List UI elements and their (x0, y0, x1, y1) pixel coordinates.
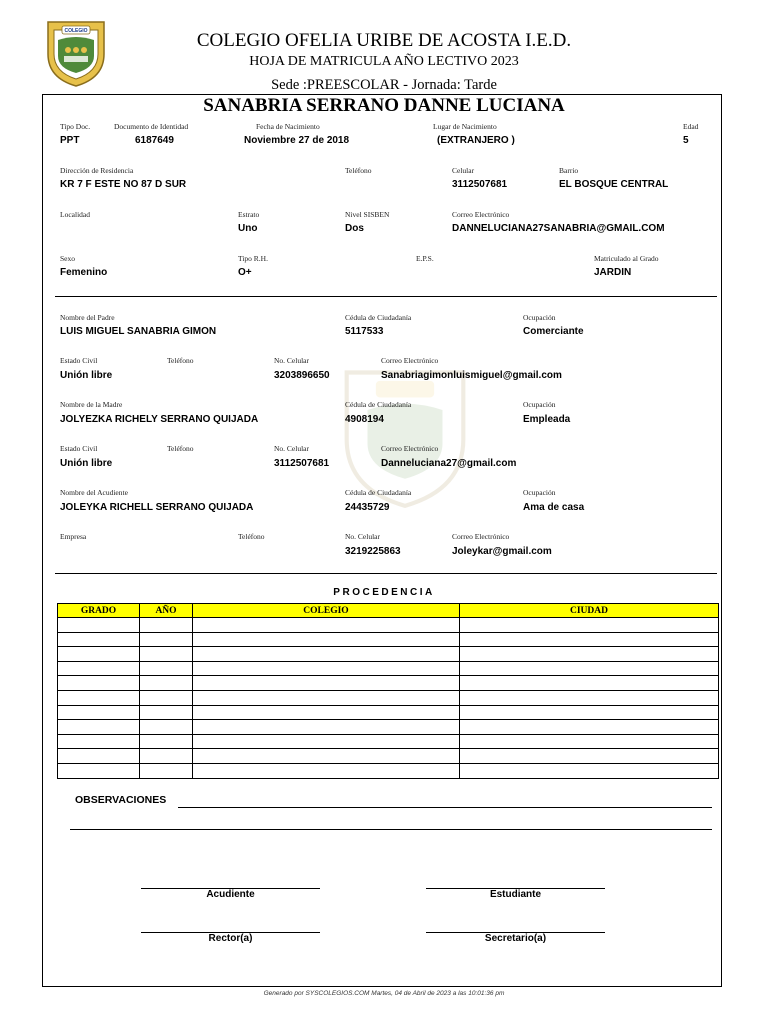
generated-footer: Generado por SYSCOLEGIOS.COM Martes, 04 de Abril de 2023 a las 10:01:36 pm (263, 990, 505, 997)
procedencia-row (58, 734, 719, 749)
value-acudiente-celular: 3219225863 (345, 546, 401, 557)
section-divider-2 (55, 573, 717, 574)
value-direccion: KR 7 F ESTE NO 87 D SUR (60, 179, 187, 190)
procedencia-cell (460, 705, 719, 720)
observaciones-line-2 (70, 829, 712, 830)
procedencia-cell (58, 632, 140, 647)
label-localidad: Localidad (60, 210, 90, 219)
observaciones-line-1 (178, 807, 712, 808)
procedencia-cell (193, 661, 460, 676)
sede-jornada: Sede :PREESCOLAR - Jornada: Tarde (271, 77, 497, 93)
student-name: SANABRIA SERRANO DANNE LUCIANA (203, 95, 565, 116)
procedencia-cell (193, 690, 460, 705)
procedencia-cell (140, 734, 193, 749)
procedencia-cell (140, 749, 193, 764)
procedencia-row (58, 690, 719, 705)
procedencia-cell (460, 720, 719, 735)
procedencia-cell (193, 734, 460, 749)
signature-estudiante: Estudiante (489, 889, 542, 900)
label-telefono-acudiente: Teléfono (238, 532, 265, 541)
label-lugar-nacimiento: Lugar de Nacimiento (433, 122, 497, 131)
label-celular: Celular (452, 166, 475, 175)
value-padre-nombre: LUIS MIGUEL SANABRIA GIMON (60, 326, 217, 337)
procedencia-cell (460, 763, 719, 778)
label-edad: Edad (683, 122, 699, 131)
label-correo-madre: Correo Electrónico (381, 444, 439, 453)
procedencia-row (58, 661, 719, 676)
value-correo: DANNELUCIANA27SANABRIA@GMAIL.COM (452, 223, 665, 234)
label-celular-padre: No. Celular (274, 356, 309, 365)
value-madre-correo: Danneluciana27@gmail.com (381, 458, 517, 469)
col-colegio: COLEGIO (193, 604, 460, 618)
procedencia-row (58, 618, 719, 633)
value-acudiente-cedula: 24435729 (345, 502, 390, 513)
procedencia-row (58, 720, 719, 735)
procedencia-cell (193, 632, 460, 647)
procedencia-cell (460, 632, 719, 647)
label-telefono-madre: Teléfono (167, 444, 194, 453)
label-padre: Nombre del Padre (60, 313, 115, 322)
procedencia-cell (140, 763, 193, 778)
procedencia-cell (140, 720, 193, 735)
procedencia-row (58, 676, 719, 691)
procedencia-table (57, 603, 719, 779)
label-sexo: Sexo (60, 254, 75, 263)
procedencia-cell (193, 676, 460, 691)
procedencia-title: PROCEDENCIA (333, 587, 435, 598)
signature-acudiente: Acudiente (206, 889, 255, 900)
label-grado: Matriculado al Grado (594, 254, 659, 263)
value-acudiente-nombre: JOLEYKA RICHELL SERRANO QUIJADA (60, 502, 254, 513)
value-sexo: Femenino (60, 267, 108, 278)
procedencia-cell (460, 749, 719, 764)
value-rh: O+ (238, 267, 252, 278)
school-name: COLEGIO OFELIA URIBE DE ACOSTA I.E.D. (196, 30, 572, 51)
value-celular: 3112507681 (452, 179, 508, 190)
signature-rector: Rector(a) (208, 933, 253, 944)
value-padre-celular: 3203896650 (274, 370, 330, 381)
procedencia-cell (140, 661, 193, 676)
procedencia-cell (460, 734, 719, 749)
procedencia-cell (193, 705, 460, 720)
label-eps: E.P.S. (416, 254, 434, 263)
label-celular-acudiente: No. Celular (345, 532, 380, 541)
value-lugar-nacimiento: (EXTRANJERO ) (437, 135, 515, 146)
value-barrio: EL BOSQUE CENTRAL (559, 179, 669, 190)
value-madre-celular: 3112507681 (274, 458, 330, 469)
procedencia-cell (58, 647, 140, 662)
procedencia-cell (193, 647, 460, 662)
procedencia-cell (58, 749, 140, 764)
label-ocupacion-acudiente: Ocupación (523, 488, 556, 497)
procedencia-cell (460, 647, 719, 662)
label-estado-civil-madre: Estado Civil (60, 444, 98, 453)
label-rh: Tipo R.H. (238, 254, 268, 263)
col-grado: GRADO (58, 604, 140, 618)
col-ciudad: CIUDAD (460, 604, 719, 618)
value-grado: JARDIN (594, 267, 632, 278)
procedencia-cell (58, 763, 140, 778)
label-fecha-nacimiento: Fecha de Nacimiento (256, 122, 320, 131)
procedencia-body (58, 618, 719, 779)
label-empresa: Empresa (60, 532, 87, 541)
label-ocupacion-padre: Ocupación (523, 313, 556, 322)
value-edad: 5 (683, 135, 689, 146)
procedencia-cell (460, 618, 719, 633)
value-madre-estado-civil: Unión libre (60, 458, 113, 469)
svg-text:COLEGIO: COLEGIO (64, 28, 88, 34)
procedencia-cell (58, 618, 140, 633)
procedencia-cell (460, 676, 719, 691)
label-tipo-doc: Tipo Doc. (60, 122, 91, 131)
procedencia-cell (58, 676, 140, 691)
value-fecha-nacimiento: Noviembre 27 de 2018 (244, 135, 350, 146)
procedencia-header-row (58, 604, 719, 618)
value-acudiente-correo: Joleykar@gmail.com (452, 546, 552, 557)
label-direccion: Dirección de Residencia (60, 166, 134, 175)
value-acudiente-ocupacion: Ama de casa (523, 502, 585, 513)
procedencia-cell (140, 676, 193, 691)
value-sisben: Dos (345, 223, 364, 234)
procedencia-cell (460, 690, 719, 705)
value-estrato: Uno (238, 223, 258, 234)
procedencia-cell (58, 734, 140, 749)
procedencia-row (58, 705, 719, 720)
label-sisben: Nivel SISBEN (345, 210, 390, 219)
procedencia-row (58, 763, 719, 778)
procedencia-cell (140, 690, 193, 705)
section-divider (55, 296, 717, 297)
label-telefono: Teléfono (345, 166, 372, 175)
col-anio: AÑO (140, 604, 193, 618)
procedencia-cell (58, 720, 140, 735)
label-acudiente: Nombre del Acudiente (60, 488, 128, 497)
value-madre-nombre: JOLYEZKA RICHELY SERRANO QUIJADA (60, 414, 259, 425)
value-padre-estado-civil: Unión libre (60, 370, 113, 381)
label-barrio: Barrio (559, 166, 579, 175)
value-madre-ocupacion: Empleada (523, 414, 571, 425)
form-subtitle: HOJA DE MATRICULA AÑO LECTIVO 2023 (249, 54, 519, 69)
procedencia-row (58, 632, 719, 647)
value-padre-cedula: 5117533 (345, 326, 384, 337)
procedencia-cell (58, 661, 140, 676)
label-cedula-acudiente: Cédula de Ciudadanía (345, 488, 412, 497)
label-cedula-padre: Cédula de Ciudadanía (345, 313, 412, 322)
observaciones-label: OBSERVACIONES (75, 794, 167, 806)
signature-secretario: Secretario(a) (484, 933, 547, 944)
label-ocupacion-madre: Ocupación (523, 400, 556, 409)
procedencia-cell (140, 632, 193, 647)
label-estado-civil-padre: Estado Civil (60, 356, 98, 365)
label-correo-padre: Correo Electrónico (381, 356, 439, 365)
label-cedula-madre: Cédula de Ciudadanía (345, 400, 412, 409)
label-madre: Nombre de la Madre (60, 400, 123, 409)
label-documento: Documento de Identidad (114, 122, 189, 131)
value-tipo-doc: PPT (60, 135, 80, 146)
label-celular-madre: No. Celular (274, 444, 309, 453)
procedencia-cell (193, 763, 460, 778)
procedencia-cell (140, 705, 193, 720)
procedencia-row (58, 749, 719, 764)
procedencia-row (58, 647, 719, 662)
procedencia-cell (140, 647, 193, 662)
label-correo-acudiente: Correo Electrónico (452, 532, 510, 541)
procedencia-cell (140, 618, 193, 633)
value-padre-correo: Sanabriagimonluismiguel@gmail.com (381, 370, 562, 381)
label-estrato: Estrato (238, 210, 260, 219)
procedencia-cell (58, 705, 140, 720)
procedencia-cell (58, 690, 140, 705)
procedencia-cell (460, 661, 719, 676)
procedencia-cell (193, 618, 460, 633)
label-correo: Correo Electrónico (452, 210, 510, 219)
procedencia-cell (193, 720, 460, 735)
value-madre-cedula: 4908194 (345, 414, 384, 425)
procedencia-cell (193, 749, 460, 764)
label-telefono-padre: Teléfono (167, 356, 194, 365)
value-padre-ocupacion: Comerciante (523, 326, 584, 337)
value-documento: 6187649 (135, 135, 174, 146)
